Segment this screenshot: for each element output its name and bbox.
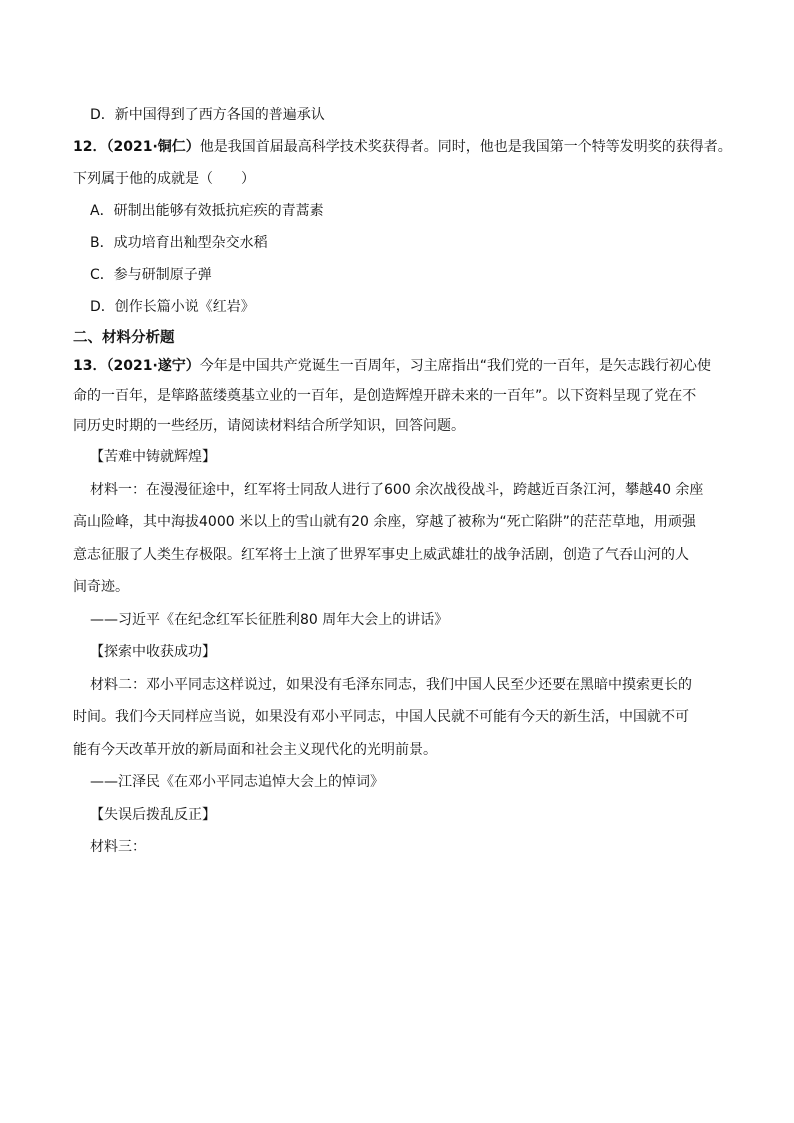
q12-stem-line2: 下列属于他的成就是（ ） [73,171,255,187]
q12-option-c: C．参与研制原子弹 [90,267,212,283]
material1-line4: 间奇迹。 [73,579,129,595]
heading-exploration: 【探索中收获成功】 [90,644,216,660]
q13-intro-text: 今年是中国共产党诞生一百周年，习主席指出“我们党的一百年，是矢志践行初心使 [199,358,712,374]
material2-line2: 时间。我们今天同样应当说，如果没有邓小平同志，中国人民就不可能有今天的新生活，中国就不可 [73,709,689,725]
q13-number: 13． [73,358,107,374]
q11-option-d: D．新中国得到了西方各国的普遍承认 [90,107,325,123]
q13-intro-line1 [73,351,734,381]
heading-hardship: 【苦难中铸就辉煌】 [90,449,216,465]
heading-correction: 【失误后拨乱反正】 [90,806,216,823]
q13-source: （2021·遂宁） [106,358,200,374]
material1-line1: 材料一：在漫漫征途中，红军将士同敌人进行了600 余次战役战斗，跨越近百条江河，攀越40 余座 [90,481,704,498]
q12-stem-text: 他是我国首届最高科学技术奖获得者。同时，他也是我国第一个特等发明奖的获得者。 [199,139,732,155]
material2-line3: 能有今天改革开放的新局面和社会主义现代化的光明前景。 [73,741,437,758]
section-title-material-analysis: 二、材料分析题 [73,330,175,346]
material1-line2: 高山险峰，其中海拔4000 米以上的雪山就有20 余座，穿越了被称为“死亡陷阱”的茫茫草地，用顽强 [73,514,696,530]
material2-source: ——江泽民《在邓小平同志追悼大会上的悼词》 [90,774,384,790]
material2-line1: 材料二：邓小平同志这样说过，如果没有毛泽东同志，我们中国人民至少还要在黑暗中摸索更长的 [90,676,692,693]
q13-intro-line3: 同历史时期的一些经历，请阅读材料结合所学知识，回答问题。 [73,418,465,434]
q12-option-d: D．创作长篇小说《红岩》 [90,299,255,315]
q12-option-b: B．成功培育出籼型杂交水稻 [90,235,268,251]
q12-number: 12． [73,139,107,155]
q12-stem-line1 [73,131,734,163]
q13-intro-line2: 命的一百年，是筚路蓝缕奠基立业的一百年，是创造辉煌开辟未来的一百年”。以下资料呈现了党在不 [73,388,697,404]
material3-label: 材料三： [90,839,146,855]
material1-source: ——习近平《在纪念红军长征胜利80 周年大会上的讲话》 [90,611,449,628]
q12-source: （2021·铜仁） [106,139,200,155]
q12-option-a: A．研制出能够有效抵抗疟疾的青蒿素 [90,203,324,219]
material1-line3: 意志征服了人类生存极限。红军将士上演了世界军事史上威武雄壮的战争活剧，创造了气吞山河的人 [73,546,689,563]
